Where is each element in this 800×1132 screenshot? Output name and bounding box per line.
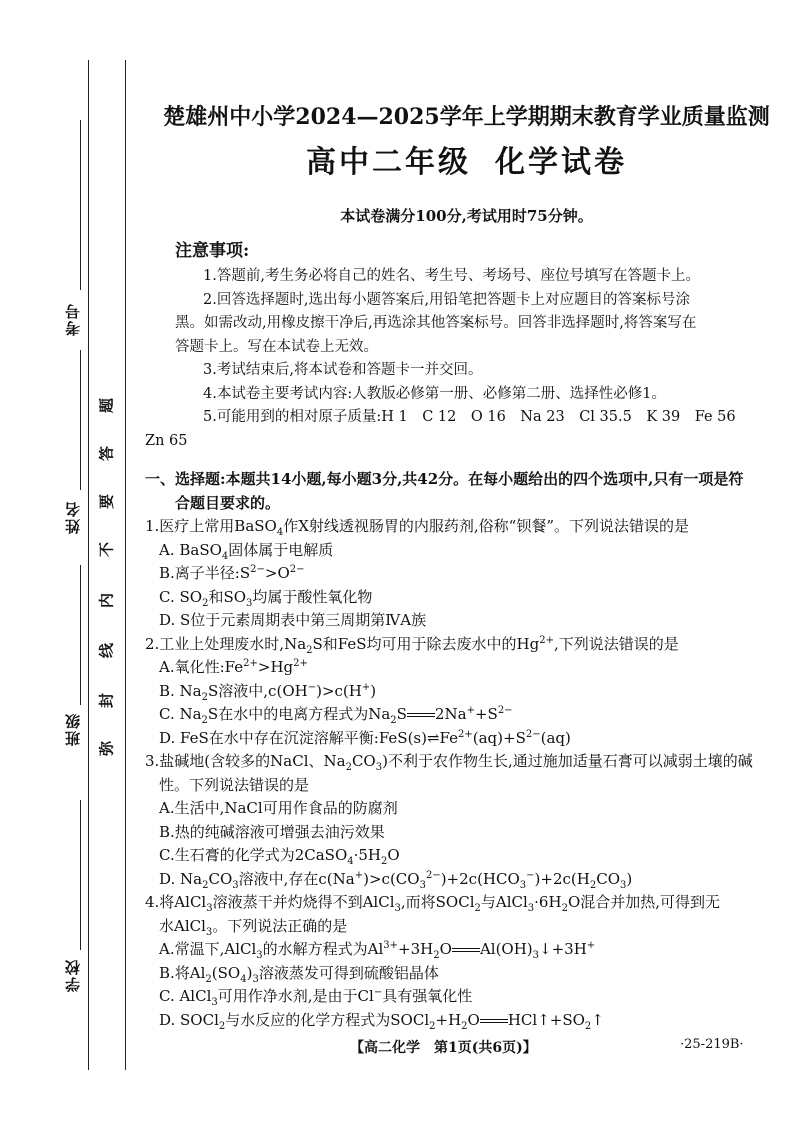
option: A.氧化性$:Fe^{2+}>Hg^{2+}$ (159, 658, 308, 676)
option: C. AlCl$_3$可用作净水剂,是由于Cl−具有强氧化性 (159, 987, 473, 1008)
option: D. S位于元素周期表中第三周期第ⅣA族 (159, 611, 427, 629)
label-xuexiao: 学校 (64, 958, 82, 992)
notice-item: 4.本试卷主要考试内容:人教版必修第一册、必修第二册、选择性必修1。 (203, 385, 666, 402)
option: C.生石膏的化学式为$2CaSO_4\cdot 5H_2O$ (159, 846, 400, 867)
blank-kaohao (80, 120, 81, 290)
question-3-cont: 性。下列说法错误的是 (159, 775, 310, 794)
exam-subtitle (163, 137, 770, 181)
notice-item: 黑。如需改动,用橡皮擦干净后,再选涂其他答案标号。回答非选择题时,将答案写在 (175, 315, 697, 331)
blank-banji (80, 565, 81, 705)
score-info: 本试卷满分100分,考试用时75分钟。 (340, 207, 593, 225)
option: A.常温下,AlCl$_3$的水解方程式为$Al^{3+}+3H_2O$ $Al(OH)_3↓+3H^+$ (159, 940, 596, 961)
exam-content (145, 100, 770, 1032)
label-kaohao: 考号 (64, 302, 82, 336)
notice-heading: 注意事项: (175, 241, 250, 261)
grade-label: 高中二年级 (306, 145, 471, 180)
paper-code: ·25-219B· (680, 1037, 744, 1052)
notice-item: Zn 65 (145, 432, 188, 449)
section-heading: 一、选择题:本题共14小题,每小题3分,共42分。在每小题给出的四个选项中,只有一项是符 合题目要求的。 (145, 470, 744, 512)
seal-char: 要 (97, 494, 116, 510)
option: B.热的纯碱溶液可增强去油污效果 (159, 822, 385, 841)
question-3: 3.盐碱地(含较多的NaCl、$Na_2CO_3$)不利于农作物生长,通过施加适量石膏可以减弱土壤的碱 (145, 752, 753, 773)
option: D. SOCl$_2$与水反应的化学方程式为$SOCl_2+H_2O$ $HCl↑+SO_2↑$ (159, 1010, 604, 1032)
option: D. $Na_2CO_3$溶液中,存在$c(Na^+)>c(CO_3^{2-})+2c(HCO_3^-)+2c(H_2CO_3)$ (159, 869, 633, 891)
inner-seal-line (125, 60, 126, 1070)
blank-xingming (80, 350, 81, 490)
notice-item: 3.考试结束后,将本试卷和答题卡一并交回。 (203, 362, 483, 378)
option: A. BaSO$_4$固体属于电解质 (159, 540, 334, 562)
page-footer: 【高二化学 第1页(共6页)】 (350, 1040, 537, 1056)
option: B.离子半径$:S^{2-}>O^{2-}$ (159, 564, 305, 582)
option: B.将$Al_2(SO_4)_3$溶液蒸发可得到硫酸铝晶体 (159, 963, 439, 985)
option: C. $SO_2$和$SO_3$均属于酸性氧化物 (159, 587, 373, 609)
question-4: 4.将AlCl$_3$溶液蒸干并灼烧得不到AlCl$_3$,而将SOCl$_2$与$AlCl_3\cdot 6H_2O$混合并加热,可得到无 (145, 893, 721, 914)
label-banji: 班级 (64, 712, 82, 746)
option: A.生活中,NaCl可用作食品的防腐剂 (159, 799, 398, 817)
seal-char: 封 (97, 693, 116, 709)
question-1: 1.医疗上常用BaSO$_4$作X射线透视肠胃的内服药剂,俗称“钡餐”。下列说法错误的是 (145, 517, 690, 538)
option: D. FeS在水中存在沉淀溶解平衡$:FeS(s)\rightleftharpoons Fe^{2+}(aq)+S^{2-}(aq)$ (159, 728, 571, 747)
seal-char: 不 (97, 542, 116, 558)
outer-border-line (88, 60, 89, 1070)
question-2: 2.工业上处理废水时$,Na_2S$和FeS均可用于除去废水中的$Hg^{2+}$,下列说法错误的是 (145, 634, 679, 656)
blank-xuexiao (80, 800, 81, 950)
notice-item: 1.答题前,考生务必将自己的姓名、考生号、考场号、座位号填写在答题卡上。 (203, 268, 700, 284)
seal-char: 弥 (97, 741, 116, 757)
exam-title: 楚雄州中小学2024—2025学年上学期期末教育学业质量监测 (163, 104, 770, 130)
option: B. $Na_2S$溶液中,c(OH−)>c(H+) (159, 681, 377, 703)
notice-item: 答题卡上。写在本试卷上无效。 (175, 338, 378, 355)
binding-margin (0, 0, 135, 1132)
seal-char: 线 (97, 643, 116, 659)
equals-sign (480, 1019, 508, 1023)
equals-sign (452, 948, 480, 952)
option: C. $Na_2S$在水中的电离方程式为$Na_2S$ $2Na^++S^{2-}$ (159, 705, 513, 726)
seal-char: 内 (97, 593, 116, 609)
notice-item: 5.可能用到的相对原子质量:H 1 C 12 O 16 Na 23 Cl 35.5 K 39 Fe 56 (203, 409, 736, 425)
notice-item: 2.回答选择题时,选出每小题答案后,用铅笔把答题卡上对应题目的答案标号涂 (203, 291, 691, 308)
question-4-cont: 水AlCl$_3$。下列说法正确的是 (159, 916, 348, 938)
label-xingming: 姓名 (64, 500, 82, 534)
seal-char: 题 (97, 398, 116, 414)
equals-sign (407, 713, 435, 717)
seal-char: 答 (97, 446, 116, 462)
subject-label: 化学试卷 (495, 145, 627, 180)
